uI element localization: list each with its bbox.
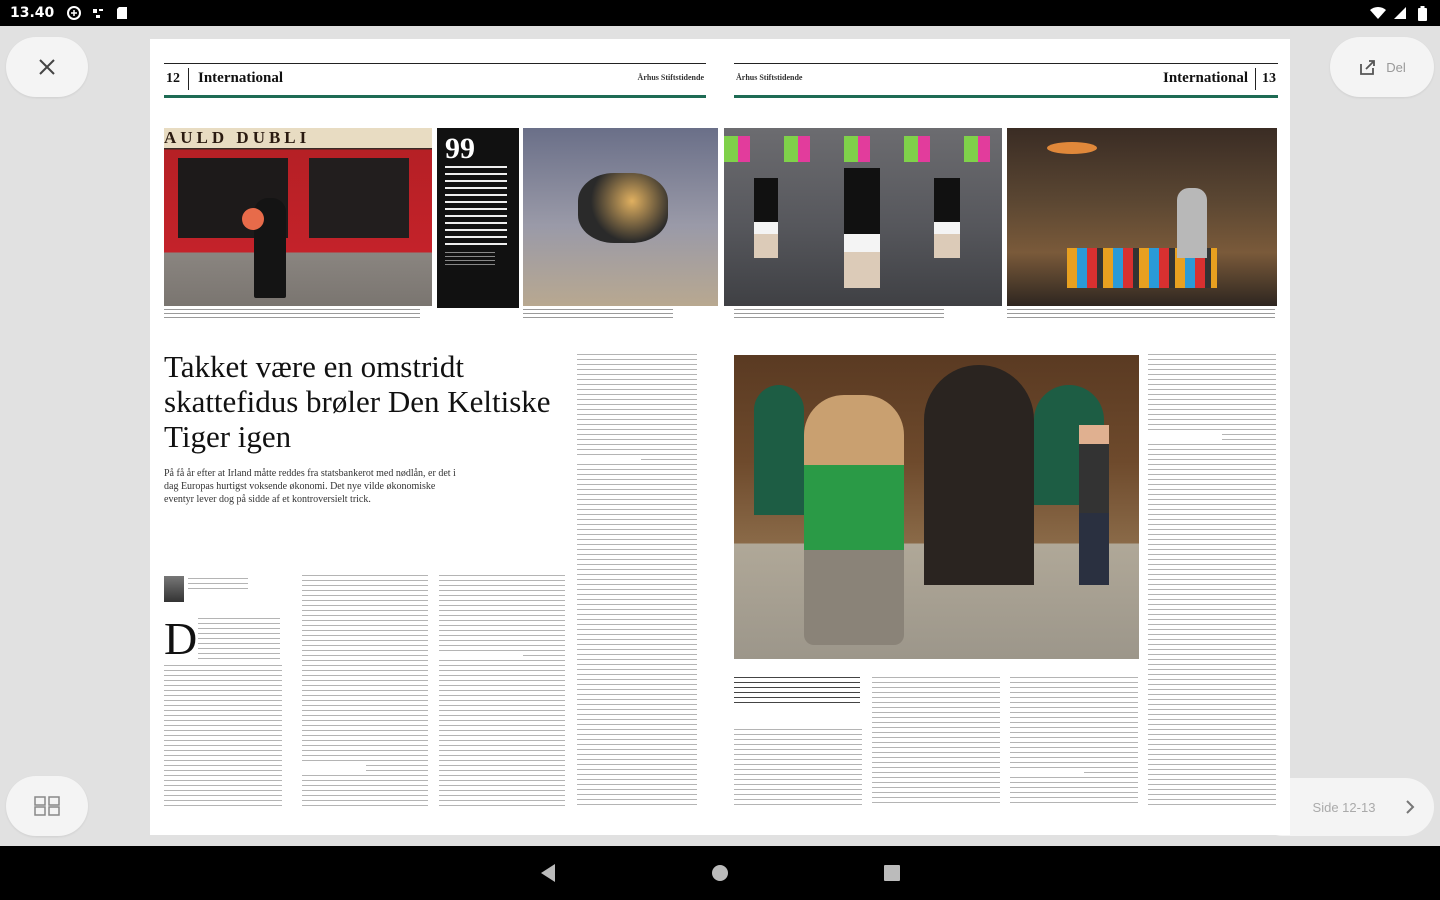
- grid-view-icon: [34, 796, 60, 816]
- photo-pub-interior: [1007, 128, 1277, 306]
- article-column-5: [734, 729, 862, 807]
- header-divider: [1255, 68, 1256, 90]
- network-icon: [90, 5, 106, 21]
- left-page-number: 12: [166, 71, 180, 86]
- right-paper-logo: Århus Stiftstidende: [736, 73, 803, 82]
- byline: [188, 578, 248, 592]
- next-page-button[interactable]: [1398, 795, 1422, 819]
- article-column-6: [872, 677, 1000, 807]
- photo-leprechaun-mascot: [734, 355, 1139, 659]
- photo-caption: [734, 309, 944, 319]
- cell-signal-icon: [1392, 5, 1408, 21]
- lamp: [1047, 142, 1097, 154]
- author-photo: [164, 576, 184, 602]
- right-page-header: [734, 63, 1278, 98]
- article-headline: Takket være en omstridt skattefidus brøler Den Keltiske Tiger igen: [164, 349, 551, 454]
- battery-icon: [1414, 5, 1430, 21]
- chevron-right-icon: [1405, 799, 1415, 815]
- pub-sign: AULD DUBLI: [164, 128, 432, 148]
- photo-parade-majorettes: [724, 128, 1002, 306]
- majorette: [754, 178, 778, 258]
- bartender: [1177, 188, 1207, 258]
- page-overview-button[interactable]: [6, 776, 88, 836]
- back-button[interactable]: [537, 862, 559, 884]
- close-icon: [38, 58, 56, 76]
- page-indicator: Side 12-13: [1312, 799, 1376, 815]
- article-column-3: [439, 575, 565, 807]
- wifi-icon: [1370, 5, 1386, 21]
- article-column-1: [198, 618, 280, 662]
- home-button[interactable]: [709, 862, 731, 884]
- home-circle-icon: [710, 863, 730, 883]
- pub-window: [309, 158, 409, 238]
- photo-pub-front: [164, 128, 432, 306]
- right-page-number: 13: [1262, 71, 1276, 86]
- person-standing: [1079, 425, 1109, 585]
- header-divider: [188, 68, 189, 90]
- article-lede: På få år efter at Irland måtte reddes fra statsbankerot med nødlån, er det i dag Europas hurtigst voksende økonomi. Det nye vilde økonomiske eventyr lever dog på sidde af et kontroversielt trick.: [164, 468, 456, 505]
- article-column-2: [302, 575, 428, 807]
- recents-button[interactable]: [881, 862, 903, 884]
- column-subhead: [1148, 434, 1222, 440]
- sync-icon: [66, 5, 82, 21]
- recents-square-icon: [883, 864, 901, 882]
- pull-quote-box: [437, 128, 519, 308]
- column-subhead: [1010, 771, 1084, 777]
- article-column-7: [1010, 677, 1138, 807]
- majorette: [934, 178, 960, 258]
- status-time: 13.40: [10, 5, 55, 21]
- article-column-4: [577, 354, 697, 807]
- left-page-header: [164, 63, 706, 98]
- sd-card-icon: [114, 5, 130, 21]
- pub-arch: [924, 365, 1034, 585]
- column-subhead: [577, 456, 641, 462]
- status-bar: [0, 0, 1440, 26]
- share-icon: [1358, 58, 1376, 76]
- photo-caption: [523, 309, 673, 319]
- majorette: [844, 168, 880, 288]
- mascot: [804, 395, 904, 645]
- photo-caption: [1007, 309, 1275, 319]
- share-label: Del: [1386, 59, 1406, 75]
- pompoms: [724, 136, 1002, 162]
- newspaper-spread[interactable]: [150, 39, 1290, 835]
- photo-greyhound-race: [523, 128, 718, 306]
- photo-caption: [734, 677, 860, 705]
- drop-cap: D: [164, 616, 201, 662]
- article-column-8: [1148, 354, 1276, 807]
- close-button[interactable]: [6, 37, 88, 97]
- left-section-title: International: [198, 70, 284, 86]
- quote-mark-icon: 99: [445, 132, 475, 165]
- photo-caption: [164, 309, 420, 319]
- pull-quote-attribution: [445, 252, 495, 268]
- balloons: [242, 208, 264, 230]
- pub-window-green: [754, 385, 804, 515]
- left-paper-logo: Århus Stiftstidende: [637, 73, 704, 82]
- navigation-bar: [0, 846, 1440, 900]
- right-section-title: International: [1162, 70, 1248, 86]
- column-subhead: [439, 654, 523, 660]
- greyhound: [578, 173, 668, 243]
- pull-quote-text: [445, 166, 507, 246]
- column-subhead: [302, 765, 366, 771]
- article-column-1: [164, 665, 282, 807]
- share-button[interactable]: [1330, 37, 1434, 97]
- back-triangle-icon: [539, 863, 557, 883]
